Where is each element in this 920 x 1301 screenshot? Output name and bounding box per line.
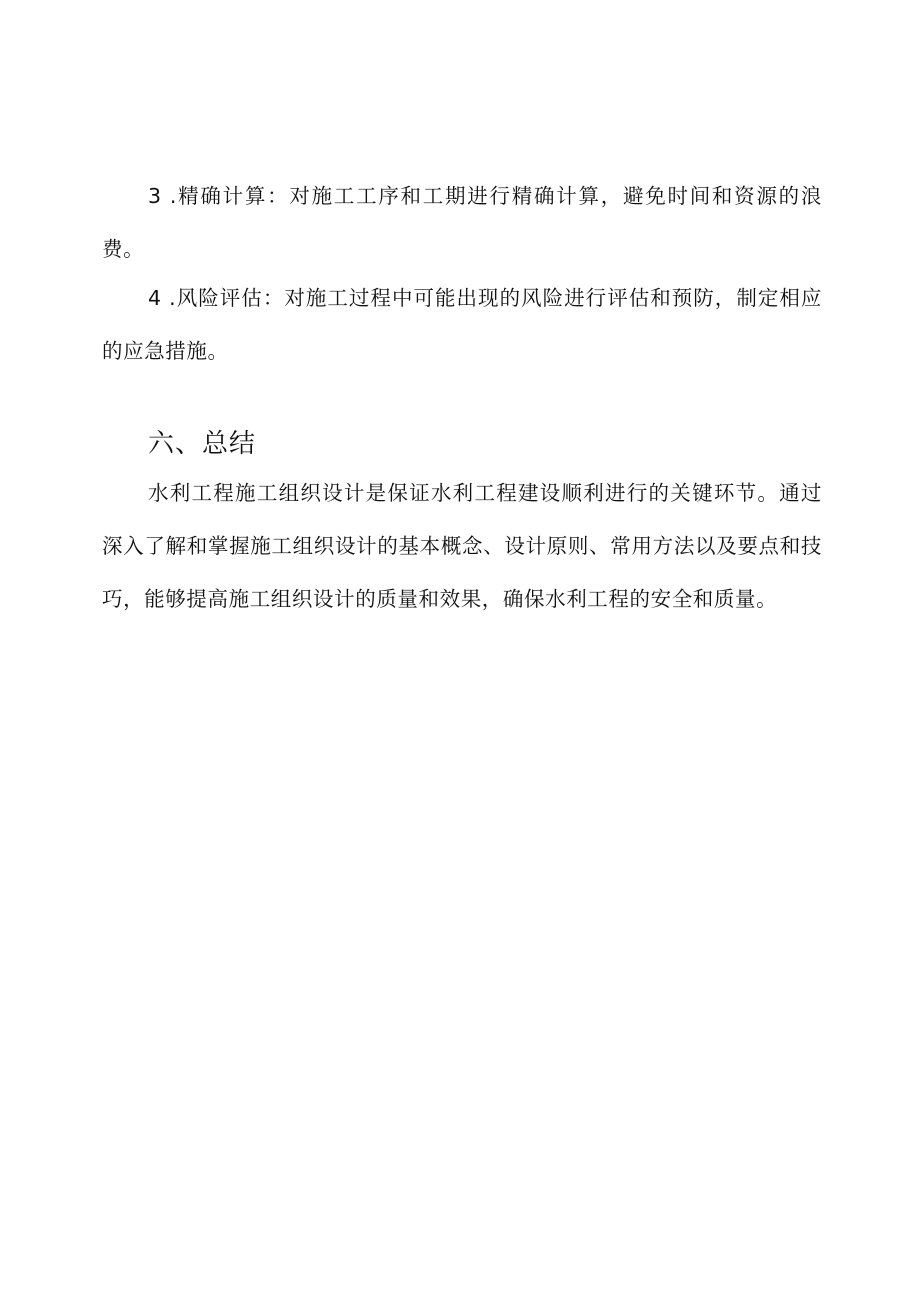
summary-paragraph: 水利工程施工组织设计是保证水利工程建设顺利进行的关键环节。通过深入了解和掌握施工组织设计的基本概念、设计原则、常用方法以及要点和技巧，能够提高施工组织设计的质量和效果，确保水利工程的安全和质量。 (102, 481, 822, 611)
section-heading-summary: 六、总结 (148, 429, 257, 459)
list-item-risk-assessment: 4 .风险评估：对施工过程中可能出现的风险进行评估和预防，制定相应的应急措施。 (102, 286, 822, 363)
list-item-precise-calculation: 3 .精确计算：对施工工序和工期进行精确计算，避免时间和资源的浪费。 (102, 184, 822, 261)
